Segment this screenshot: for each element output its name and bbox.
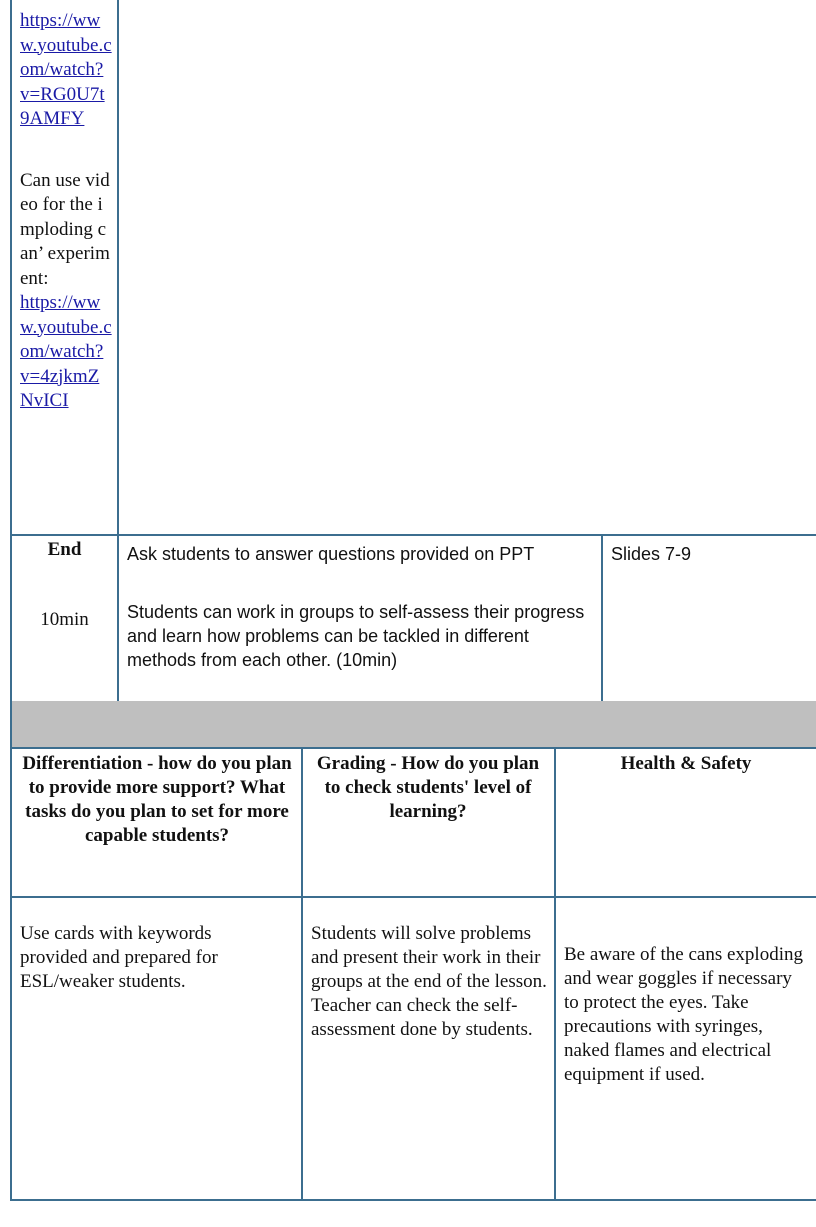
stage-duration: 10min bbox=[40, 609, 89, 630]
video-note: Can use video for the imploding can’ experiment: bbox=[20, 169, 110, 289]
resources-cell-content bbox=[20, 9, 112, 414]
stage-label: End bbox=[47, 539, 82, 560]
cell-grading: Students will solve problems and present their work in their groups at the end of the lesson. Teacher can check the self-assessment done by students. bbox=[311, 923, 547, 1040]
video-link-2[interactable]: https://www.youtube.com/watch?v=4zjkmZNvICI bbox=[20, 292, 112, 411]
gray-divider-row bbox=[10, 701, 816, 749]
cell-differentiation: Use cards with keywords provided and prepared for ESL/weaker students. bbox=[20, 923, 218, 992]
activity-text-1: Ask students to answer questions provided on PPT bbox=[127, 544, 535, 564]
header-grading: Grading - How do you plan to check students' level of learning? bbox=[316, 753, 540, 822]
activity-text-2: Students can work in groups to self-assess their progress and learn how problems can be tackled in different methods from each other. (10min) bbox=[127, 602, 585, 670]
header-differentiation: Differentiation - how do you plan to provide more support? What tasks do you plan to set for more capable students? bbox=[22, 753, 292, 846]
header-health-safety: Health & Safety bbox=[620, 753, 752, 774]
resources-slides: Slides 7-9 bbox=[611, 544, 692, 564]
cell-health-safety: Be aware of the cans exploding and wear goggles if necessary to protect the eyes. Take precautions with syringes, naked flames and electrical equipment if used. bbox=[564, 944, 803, 1085]
video-link-1[interactable]: https://www.youtube.com/watch?v=RG0U7t9AMFY bbox=[20, 10, 112, 129]
